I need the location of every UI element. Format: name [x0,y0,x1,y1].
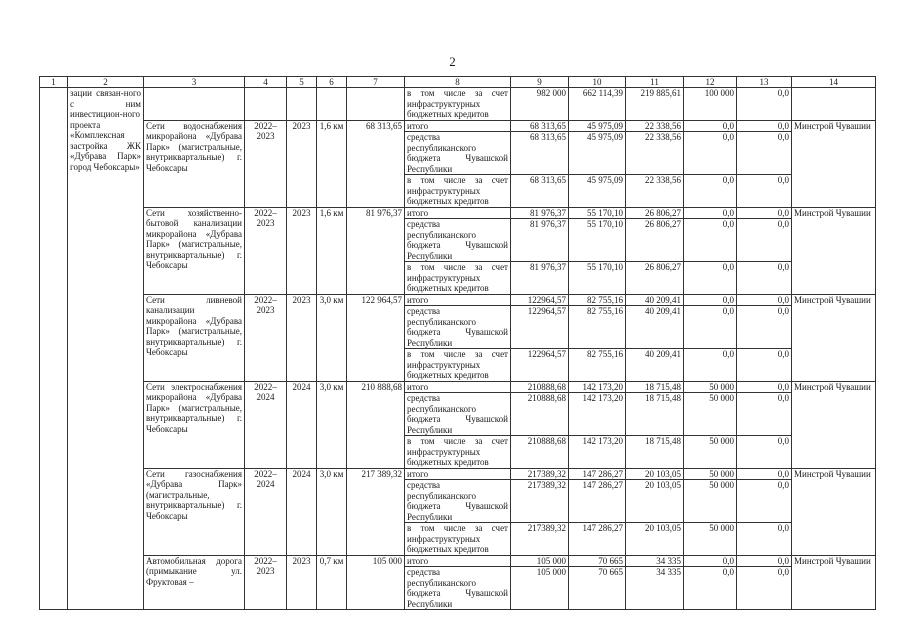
page-number: 2 [449,54,456,69]
amount-2022: 662 114,39 [569,88,626,121]
amount-2025: 0,0 [737,468,792,480]
amount-2022: 82 755,16 [569,306,626,349]
capacity: 1,6 км [317,120,347,207]
amount-2022: 142 173,20 [569,381,626,393]
column-number: 13 [737,77,792,88]
total-amount: 210888,68 [511,381,569,393]
construction-period: 2022–2023 [245,294,287,381]
object-name: Сети ливневой канализации микрорайона «Дубрава Парк» (магистральные, внутриквартальные) г. Чебоксары [144,294,245,381]
amount-2025: 0,0 [737,294,792,306]
object-name: Сети хозяйственно-бытовой канализации микрорайона «Дубрава Парк» (магистральные, внутриквартальные) г. Чебоксары [144,207,245,294]
column-number: 7 [347,77,405,88]
commissioning-year: 2024 [287,468,317,555]
total-amount: 982 000 [511,88,569,121]
table-row [40,120,876,132]
amount-2025: 0,0 [737,120,792,132]
total-amount: 68 313,65 [511,175,569,208]
funding-source: в том числе за счет инфраструктурных бюджетных кредитов [405,262,511,295]
row-number [40,88,68,610]
capacity: 0,7 км [317,555,347,610]
amount-2022: 45 975,09 [569,120,626,132]
amount-2025: 0,0 [737,175,792,208]
amount-2023: 26 806,27 [626,207,684,219]
amount-2024: 100 000 [684,88,737,121]
amount-2022: 45 975,09 [569,132,626,175]
amount-2022: 70 665 [569,555,626,567]
amount-2023: 18 715,48 [626,381,684,393]
column-number: 10 [569,77,626,88]
commissioning-year [287,88,317,121]
amount-2024: 50 000 [684,468,737,480]
amount-2023: 22 338,56 [626,120,684,132]
column-number: 12 [684,77,737,88]
column-number: 5 [287,77,317,88]
commissioning-year: 2023 [287,294,317,381]
amount-2025: 0,0 [737,349,792,382]
table-row [40,468,876,480]
total-amount: 210888,68 [511,393,569,436]
amount-2024: 0,0 [684,207,737,219]
column-number: 2 [68,77,144,88]
amount-2024: 50 000 [684,436,737,469]
column-number: 4 [245,77,287,88]
amount-2023: 26 806,27 [626,219,684,262]
amount-2025: 0,0 [737,306,792,349]
table-body [40,88,876,610]
total-amount: 210888,68 [511,436,569,469]
amount-2024: 0,0 [684,262,737,295]
object-name: Сети газоснабжения «Дубрава Парк» (магистральные, внутриквартальные) г. Чебоксары [144,468,245,555]
amount-2022: 147 286,27 [569,523,626,556]
column-number: 8 [405,77,511,88]
object-name: Автомобильная дорога (примыкание ул. Фруктовая – [144,555,245,610]
object-name [144,88,245,121]
amount-2024: 50 000 [684,480,737,523]
amount-2022: 82 755,16 [569,349,626,382]
responsible-ministry: Минстрой Чувашии [792,294,876,381]
funding-source: в том числе за счет инфраструктурных бюджетных кредитов [405,436,511,469]
commissioning-year: 2024 [287,381,317,468]
amount-2022: 55 170,10 [569,219,626,262]
amount-2022: 147 286,27 [569,468,626,480]
funding-source: средства республиканского бюджета Чувашской Республики [405,480,511,523]
amount-2022: 142 173,20 [569,436,626,469]
amount-2022: 82 755,16 [569,294,626,306]
estimated-cost: 210 888,68 [347,381,405,468]
responsible-ministry: Минстрой Чувашии [792,207,876,294]
construction-period: 2022–2024 [245,381,287,468]
column-number-row [40,77,876,88]
amount-2024: 0,0 [684,132,737,175]
budget-table [39,76,876,610]
funding-source: средства республиканского бюджета Чувашской Республики [405,219,511,262]
amount-2022: 70 665 [569,567,626,610]
commissioning-year: 2023 [287,120,317,207]
amount-2023: 40 209,41 [626,306,684,349]
amount-2025: 0,0 [737,393,792,436]
amount-2024: 0,0 [684,120,737,132]
total-amount: 122964,57 [511,294,569,306]
amount-2023: 18 715,48 [626,436,684,469]
table-row [40,88,876,121]
amount-2023: 40 209,41 [626,349,684,382]
amount-2022: 55 170,10 [569,207,626,219]
amount-2024: 0,0 [684,175,737,208]
column-number: 6 [317,77,347,88]
total-amount: 81 976,37 [511,262,569,295]
amount-2023: 219 885,61 [626,88,684,121]
total-amount: 217389,32 [511,523,569,556]
construction-period: 2022–2023 [245,555,287,610]
funding-source: средства республиканского бюджета Чувашской Республики [405,393,511,436]
construction-period: 2022–2023 [245,207,287,294]
total-amount: 81 976,37 [511,219,569,262]
responsible-ministry: Минстрой Чувашии [792,468,876,555]
total-amount: 68 313,65 [511,132,569,175]
amount-2022: 147 286,27 [569,480,626,523]
amount-2024: 0,0 [684,294,737,306]
table-row [40,294,876,306]
amount-2023: 20 103,05 [626,523,684,556]
funding-source: в том числе за счет инфраструктурных бюджетных кредитов [405,349,511,382]
amount-2024: 0,0 [684,306,737,349]
total-amount: 217389,32 [511,480,569,523]
amount-2022: 55 170,10 [569,262,626,295]
amount-2023: 22 338,56 [626,132,684,175]
construction-period: 2022–2023 [245,120,287,207]
funding-source: итого [405,555,511,567]
funding-source: средства республиканского бюджета Чувашской Республики [405,567,511,610]
commissioning-year: 2023 [287,207,317,294]
capacity: 3,0 км [317,468,347,555]
amount-2023: 34 335 [626,555,684,567]
amount-2023: 20 103,05 [626,480,684,523]
construction-period: 2022–2024 [245,468,287,555]
amount-2025: 0,0 [737,262,792,295]
funding-source: итого [405,381,511,393]
amount-2025: 0,0 [737,480,792,523]
amount-2024: 50 000 [684,523,737,556]
table-row [40,555,876,567]
commissioning-year: 2023 [287,555,317,610]
amount-2025: 0,0 [737,523,792,556]
amount-2025: 0,0 [737,132,792,175]
amount-2025: 0,0 [737,567,792,610]
total-amount: 122964,57 [511,306,569,349]
total-amount: 68 313,65 [511,120,569,132]
capacity: 3,0 км [317,381,347,468]
total-amount: 105 000 [511,567,569,610]
total-amount: 105 000 [511,555,569,567]
amount-2024: 0,0 [684,219,737,262]
amount-2023: 26 806,27 [626,262,684,295]
total-amount: 122964,57 [511,349,569,382]
funding-source: в том числе за счет инфраструктурных бюджетных кредитов [405,175,511,208]
amount-2023: 40 209,41 [626,294,684,306]
capacity [317,88,347,121]
funding-source: итого [405,294,511,306]
amount-2025: 0,0 [737,555,792,567]
estimated-cost: 81 976,37 [347,207,405,294]
amount-2023: 20 103,05 [626,468,684,480]
column-number: 14 [792,77,876,88]
responsible-ministry: Минстрой Чувашии [792,381,876,468]
amount-2023: 34 335 [626,567,684,610]
amount-2025: 0,0 [737,207,792,219]
object-name: Сети электроснабжения микрорайона «Дубрава Парк» (магистральные, внутриквартальные) г. Чебоксары [144,381,245,468]
column-number: 3 [144,77,245,88]
total-amount: 81 976,37 [511,207,569,219]
responsible-ministry [792,88,876,121]
funding-source: средства республиканского бюджета Чувашской Республики [405,306,511,349]
project-name: зации связан-ного с ним инвестицион-ного проекта «Комплексная застройка ЖК «Дубрава Парк» город Чебоксары» [68,88,144,610]
table-row [40,207,876,219]
amount-2022: 142 173,20 [569,393,626,436]
funding-source: итого [405,468,511,480]
column-number: 1 [40,77,68,88]
amount-2024: 50 000 [684,381,737,393]
column-number: 9 [511,77,569,88]
amount-2025: 0,0 [737,381,792,393]
amount-2023: 22 338,56 [626,175,684,208]
table-row [40,381,876,393]
amount-2025: 0,0 [737,88,792,121]
responsible-ministry: Минстрой Чувашии [792,555,876,610]
funding-source: итого [405,120,511,132]
amount-2024: 0,0 [684,555,737,567]
amount-2025: 0,0 [737,436,792,469]
amount-2022: 45 975,09 [569,175,626,208]
estimated-cost: 105 000 [347,555,405,610]
construction-period [245,88,287,121]
estimated-cost: 122 964,57 [347,294,405,381]
estimated-cost [347,88,405,121]
funding-source: в том числе за счет инфраструктурных бюджетных кредитов [405,88,511,121]
amount-2024: 50 000 [684,393,737,436]
capacity: 1,6 км [317,207,347,294]
capacity: 3,0 км [317,294,347,381]
funding-source: в том числе за счет инфраструктурных бюджетных кредитов [405,523,511,556]
amount-2024: 0,0 [684,567,737,610]
funding-source: итого [405,207,511,219]
estimated-cost: 217 389,32 [347,468,405,555]
total-amount: 217389,32 [511,468,569,480]
amount-2023: 18 715,48 [626,393,684,436]
column-number: 11 [626,77,684,88]
amount-2024: 0,0 [684,349,737,382]
responsible-ministry: Минстрой Чувашии [792,120,876,207]
estimated-cost: 68 313,65 [347,120,405,207]
object-name: Сети водоснабжения микрорайона «Дубрава Парк» (магистральные, внутриквартальные) г. Чебоксары [144,120,245,207]
amount-2025: 0,0 [737,219,792,262]
funding-source: средства республиканского бюджета Чувашской Республики [405,132,511,175]
